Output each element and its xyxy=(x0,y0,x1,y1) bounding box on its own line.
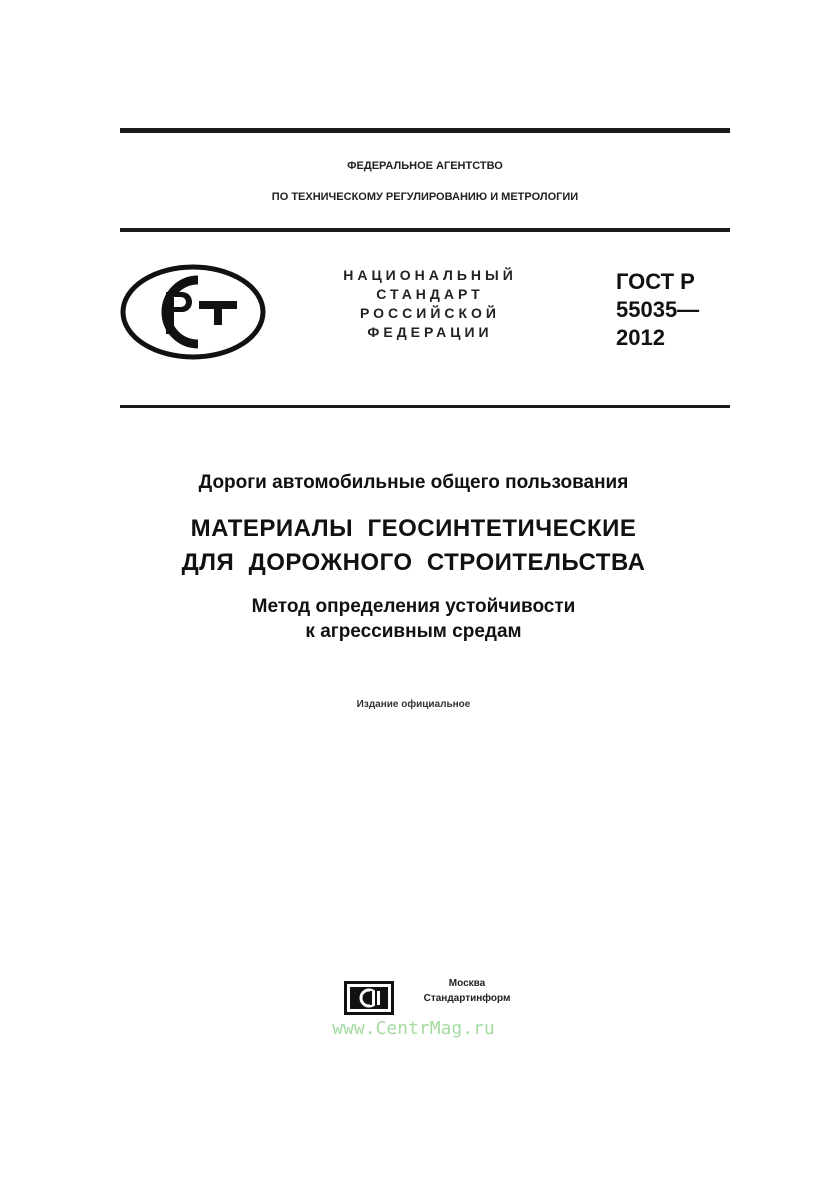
publisher-name: Стандартинформ xyxy=(423,993,511,1004)
title-line-2: ДЛЯ ДОРОЖНОГО СТРОИТЕЛЬСТВА xyxy=(181,549,646,576)
agency-line-2: ПО ТЕХНИЧЕСКОМУ РЕГУЛИРОВАНИЮ И МЕТРОЛОГИИ xyxy=(271,191,579,203)
standard-code-line-3: 2012 xyxy=(616,325,665,350)
national-line-1: НАЦИОНАЛЬНЫЙ xyxy=(343,267,517,283)
header-rule xyxy=(120,228,730,232)
publisher-city: Москва xyxy=(448,978,486,989)
standard-code-line-1: ГОСТ Р xyxy=(616,269,695,294)
title-line-1: МАТЕРИАЛЫ ГЕОСИНТЕТИЧЕСКИЕ xyxy=(190,515,637,542)
document-subject: Дороги автомобильные общего пользования xyxy=(198,472,629,493)
edition-label: Издание официальное xyxy=(356,699,471,710)
standard-code-line-2: 55035— xyxy=(616,297,700,322)
watermark-url: www.CentrMag.ru xyxy=(332,1018,495,1039)
national-line-4: ФЕДЕРАЦИИ xyxy=(367,324,493,340)
standartinform-logo-icon xyxy=(344,981,394,1015)
top-rule xyxy=(120,128,730,133)
national-line-2: СТАНДАРТ xyxy=(376,286,484,302)
document-method xyxy=(60,594,767,644)
national-line-3: РОССИЙСКОЙ xyxy=(360,305,500,321)
publisher-info xyxy=(402,976,532,1006)
section-rule xyxy=(120,405,730,408)
method-line-1: Метод определения устойчивости xyxy=(251,596,576,617)
agency-line-1: ФЕДЕРАЛЬНОЕ АГЕНТСТВО xyxy=(347,160,503,172)
national-standard-label xyxy=(318,266,542,342)
method-line-2: к агрессивным средам xyxy=(305,621,522,642)
gost-r-certification-logo-icon xyxy=(120,264,266,360)
document-title xyxy=(60,512,767,580)
standard-code xyxy=(616,268,736,352)
